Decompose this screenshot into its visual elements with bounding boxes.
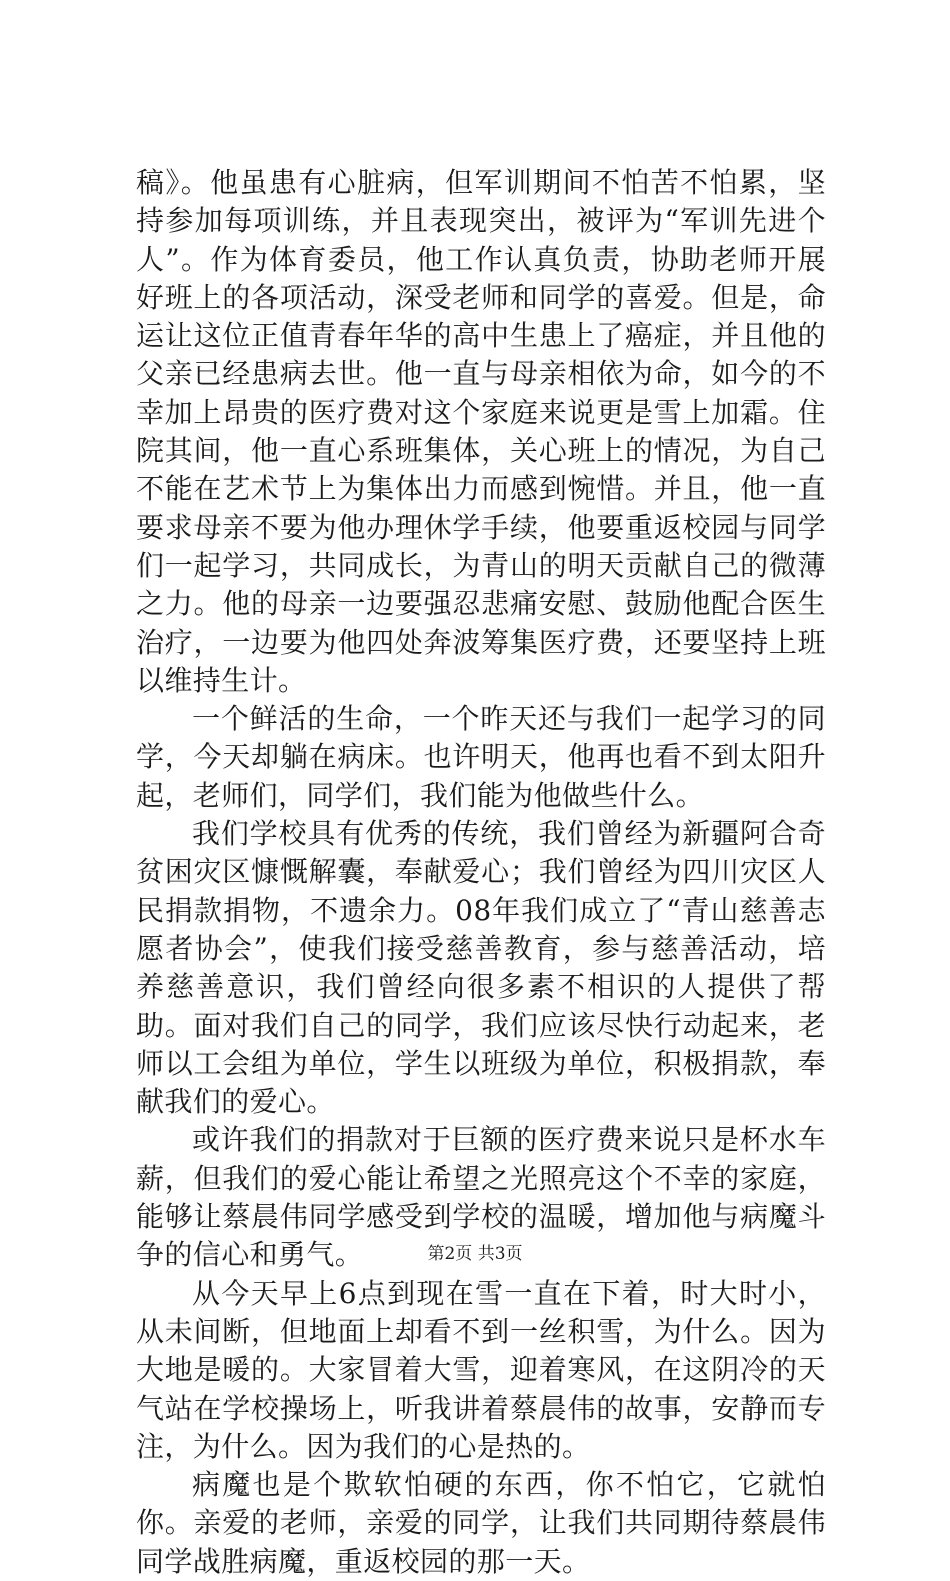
paragraph-continuation: 稿》。他虽患有心脏病，但军训期间不怕苦不怕累，坚持参加每项训练，并且表现突出，被评为“军训先进个人”。作为体育委员，他工作认真负责，协助老师开展好班上的各项活动，深受老师和同学的喜爱。但是，命运让这位正值青春年华的高中生患上了癌症，并且他的父亲已经患病去世。他一直与母亲相依为命，如今的不幸加上昂贵的医疗费对这个家庭来说更是雪上加霜。住院其间，他一直心系班集体，关心班上的情况，为自己不能在艺术节上为集体出力而感到惋惜。并且，他一直要求母亲不要为他办理休学手续，他要重返校园与同学们一起学习，共同成长，为青山的明天贡献自己的微薄之力。他的母亲一边要强忍悲痛安慰、鼓励他配合医生治疗，一边要为他四处奔波筹集医疗费，还要坚持上班以维持生计。 — [136, 166, 826, 697]
document-body — [136, 164, 826, 1581]
page-number-footer: 第2页 共3页 — [427, 1244, 523, 1264]
paragraph: 或许我们的捐款对于巨额的医疗费来说只是杯水车薪，但我们的爱心能让希望之光照亮这个不幸的家庭，能够让蔡晨伟同学感受到学校的温暖，增加他与病魔斗争的信心和勇气。 — [136, 1123, 826, 1272]
paragraph: 病魔也是个欺软怕硬的东西，你不怕它，它就怕你。亲爱的老师，亲爱的同学，让我们共同期待蔡晨伟同学战胜病魔，重返校园的那一天。 — [136, 1468, 826, 1578]
paragraph: 从今天早上6点到现在雪一直在下着，时大时小，从未间断，但地面上却看不到一丝积雪，为什么。因为大地是暖的。大家冒着大雪，迎着寒风，在这阴冷的天气站在学校操场上，听我讲着蔡晨伟的故事，安静而专注，为什么。因为我们的心是热的。 — [136, 1276, 826, 1463]
paragraph: 一个鲜活的生命，一个昨天还与我们一起学习的同学，今天却躺在病床。也许明天，他再也看不到太阳升起，老师们，同学们，我们能为他做些什么。 — [136, 702, 826, 812]
paragraph: 我们学校具有优秀的传统，我们曾经为新疆阿合奇贫困灾区慷慨解囊，奉献爱心；我们曾经为四川灾区人民捐款捐物，不遗余力。08年我们成立了“青山慈善志愿者协会”，使我们接受慈善教育，参与慈善活动，培养慈善意识，我们曾经向很多素不相识的人提供了帮助。面对我们自己的同学，我们应该尽快行动起来，老师以工会组为单位，学生以班级为单位，积极捐款，奉献我们的爱心。 — [136, 817, 826, 1119]
